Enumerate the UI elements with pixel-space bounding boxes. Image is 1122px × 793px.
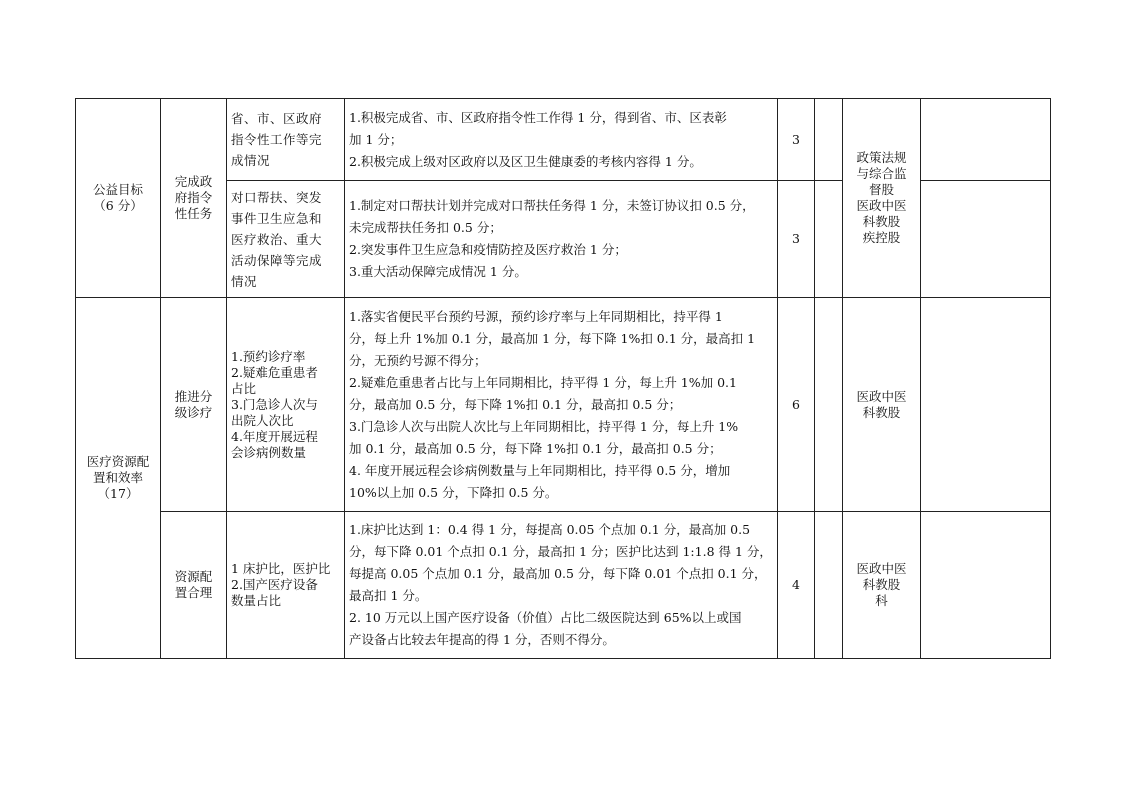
department-cell (843, 512, 921, 659)
method-text: 每提高 0.05 个点加 0.1 分，最高加 0.5 分，每下降 0.01 个点扣 0.1 分， (349, 566, 767, 581)
method-text: 加 1 分； (349, 131, 403, 147)
method-cell (345, 298, 778, 512)
subcategory-text: 完成政 (174, 174, 213, 189)
subcategory-text: 级诊疗 (174, 404, 213, 420)
category-cell (76, 298, 161, 659)
department-text: 科教股 (862, 214, 901, 229)
blank-cell (815, 298, 843, 512)
table-row (76, 298, 1051, 512)
method-cell (345, 181, 778, 298)
method-text: 1.制定对口帮扶计划并完成对口帮扶任务得 1 分，未签订协议扣 0.5 分， (349, 198, 755, 213)
subcategory-text: 性任务 (174, 206, 213, 221)
department-text: 科教股 (862, 404, 901, 420)
blank-cell (921, 298, 1051, 512)
indicator-text: 占比 (231, 380, 257, 396)
subcategory-cell (161, 99, 227, 298)
method-text: 10%以上加 0.5 分，下降扣 0.5 分。 (349, 484, 558, 500)
method-text: 分，每下降 0.01 个点扣 0.1 分，最高扣 1 分；医护比达到 1:1.8 得 1 分， (349, 544, 772, 559)
category-text: 置和效率 (92, 470, 143, 485)
method-text: 2.疑难危重患者占比与上年同期相比，持平得 1 分，每上升 1%加 0.1 (349, 374, 737, 390)
indicator-text: 出院人次比 (231, 412, 294, 428)
category-cell (76, 99, 161, 298)
department-cell (843, 298, 921, 512)
method-text: 产设备占比较去年提高的得 1 分，否则不得分。 (349, 632, 615, 647)
indicator-cell (227, 99, 345, 181)
indicator-text: 4.年度开展远程 (231, 428, 318, 444)
blank-cell (815, 99, 843, 181)
subcategory-text: 推进分 (174, 388, 213, 404)
indicator-text: 对口帮扶、突发 (231, 189, 323, 205)
indicator-text: 1.预约诊疗率 (231, 348, 306, 364)
method-cell (345, 512, 778, 659)
method-text: 2. 10 万元以上国产医疗设备（价值）占比二级医院达到 65%以上或国 (349, 610, 742, 625)
method-text: 4. 年度开展远程会诊病例数量与上年同期相比，持平得 0.5 分，增加 (349, 462, 731, 478)
method-text: 最高扣 1 分。 (349, 588, 428, 603)
department-text: 医政中医 (856, 561, 907, 576)
method-text: 加 0.1 分，最高加 0.5 分，每下降 1%扣 0.1 分，最高扣 0.5 分； (349, 440, 722, 456)
blank-cell (815, 181, 843, 298)
method-cell (345, 99, 778, 181)
method-text: 3.重大活动保障完成情况 1 分。 (349, 264, 527, 279)
department-text: 科 (875, 593, 888, 608)
category-text: （6 分） (93, 198, 143, 213)
blank-cell (921, 181, 1051, 298)
department-text: 政策法规 (856, 150, 907, 165)
indicator-text: 指令性工作等完 (231, 132, 323, 147)
subcategory-text: 置合理 (174, 585, 213, 600)
blank-cell (815, 512, 843, 659)
score-cell: 3 (778, 181, 815, 298)
indicator-text: 省、市、区政府 (231, 111, 323, 126)
method-text: 2.积极完成上级对区政府以及区卫生健康委的考核内容得 1 分。 (349, 153, 702, 169)
indicator-text: 活动保障等完成 (231, 252, 323, 268)
department-cell (843, 99, 921, 298)
blank-cell (921, 512, 1051, 659)
indicator-text: 1 床护比，医护比 (231, 561, 331, 576)
subcategory-text: 府指令 (174, 190, 213, 205)
score-cell: 3 (778, 99, 815, 181)
indicator-text: 会诊病例数量 (231, 444, 307, 460)
score-cell: 4 (778, 512, 815, 659)
subcategory-text: 资源配 (174, 569, 213, 584)
department-text: 科教股 (862, 577, 901, 592)
department-text: 医政中医 (856, 198, 907, 213)
evaluation-table (75, 98, 1051, 659)
indicator-text: 2.疑难危重患者 (231, 364, 318, 380)
method-text: 3.门急诊人次与出院人次比与上年同期相比，持平得 1 分，每上升 1% (349, 418, 739, 434)
subcategory-cell (161, 298, 227, 512)
subcategory-cell (161, 512, 227, 659)
method-text: 分，无预约号源不得分； (349, 352, 487, 368)
indicator-text: 数量占比 (231, 593, 282, 608)
category-text: 医疗资源配 (86, 454, 150, 469)
table-row (76, 512, 1051, 659)
category-text: 公益目标 (92, 182, 143, 197)
indicator-text: 3.门急诊人次与 (231, 396, 318, 412)
method-text: 1.床护比达到 1：0.4 得 1 分，每提高 0.05 个点加 0.1 分，最高加 0.5 (349, 522, 751, 537)
department-text: 疾控股 (862, 230, 901, 245)
method-text: 2.突发事件卫生应急和疫情防控及医疗救治 1 分； (349, 242, 627, 257)
method-text: 分，每上升 1%加 0.1 分，最高加 1 分，每下降 1%扣 0.1 分，最高扣 1 (349, 330, 756, 346)
department-text: 医政中医 (856, 388, 907, 404)
department-text: 与综合监 (856, 166, 907, 181)
method-text: 分，最高加 0.5 分，每下降 1%扣 0.1 分，最高扣 0.5 分； (349, 396, 682, 412)
method-text: 1.落实省便民平台预约号源，预约诊疗率与上年同期相比，持平得 1 (349, 308, 723, 324)
indicator-cell (227, 512, 345, 659)
indicator-text: 事件卫生应急和 (231, 210, 323, 226)
blank-cell (921, 99, 1051, 181)
department-text: 督股 (868, 182, 894, 197)
indicator-cell (227, 181, 345, 298)
score-cell: 6 (778, 298, 815, 512)
category-text: （17） (97, 486, 139, 501)
method-text: 未完成帮扶任务扣 0.5 分； (349, 220, 502, 235)
indicator-text: 成情况 (231, 153, 271, 168)
table-row (76, 99, 1051, 181)
indicator-cell (227, 298, 345, 512)
indicator-text: 情况 (231, 273, 258, 289)
method-text: 1.积极完成省、市、区政府指令性工作得 1 分，得到省、市、区表彰 (349, 109, 727, 125)
indicator-text: 医疗救治、重大 (231, 231, 323, 247)
indicator-text: 2.国产医疗设备 (231, 577, 318, 592)
